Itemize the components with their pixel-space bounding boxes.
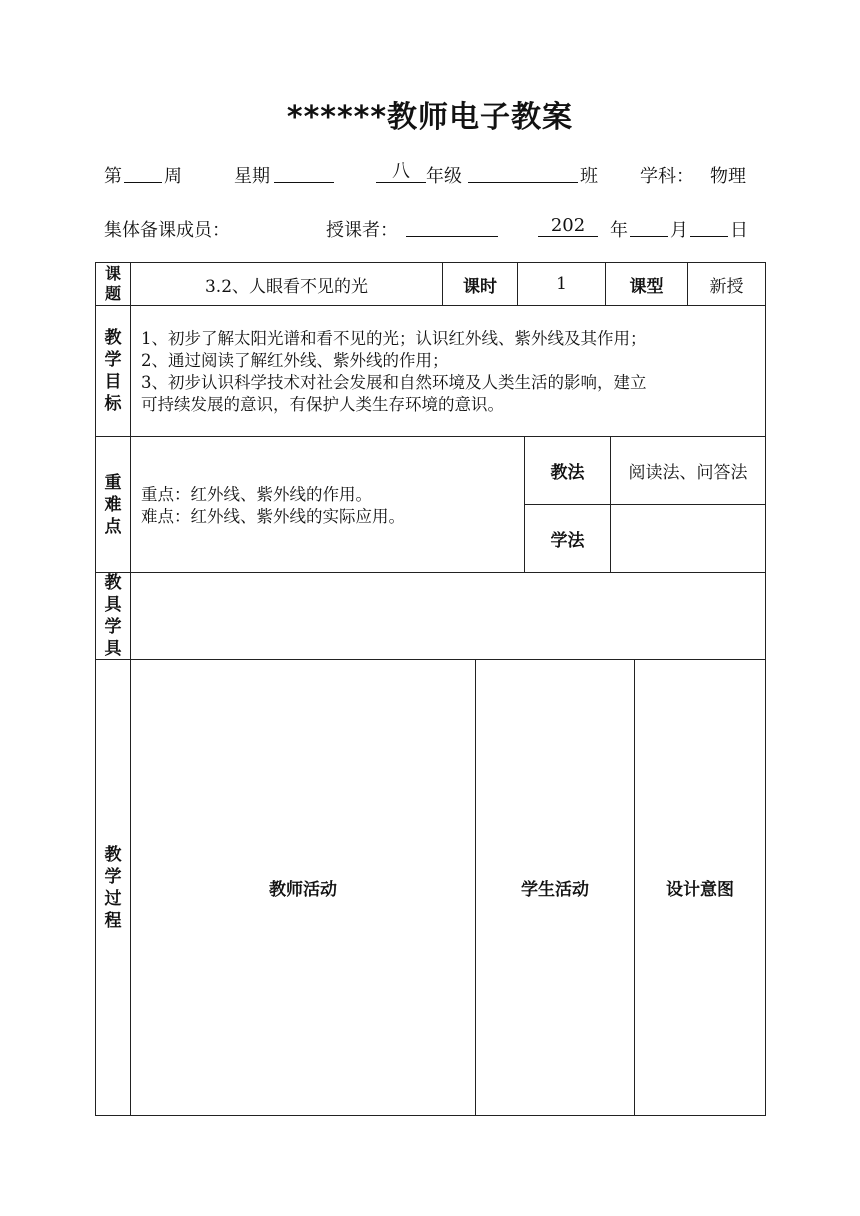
- teacher-label: 授课者：: [326, 220, 398, 241]
- month-blank: [630, 216, 668, 237]
- period-label: 课时: [442, 262, 518, 306]
- tools-label: 教具学具: [95, 572, 131, 660]
- key-points-content: [130, 436, 525, 573]
- week-suffix: 周: [164, 166, 182, 187]
- week-blank: [124, 162, 162, 183]
- goal-line: 3、初步认识科学技术对社会发展和自然环境及人类生活的影响，建立: [141, 373, 647, 392]
- topic-label: 课题: [95, 262, 131, 306]
- document-title: ******教师电子教案: [286, 100, 574, 135]
- teaching-method-value: 阅读法、问答法: [610, 436, 766, 505]
- lesson-plan-table: [95, 262, 766, 1116]
- month-label: 月: [670, 220, 688, 241]
- weekday-label: 星期: [234, 166, 270, 187]
- process-label: 教学过程: [95, 659, 131, 1116]
- week-prefix: 第: [104, 166, 122, 187]
- goal-line: 2、通过阅读了解红外线、紫外线的作用；: [141, 351, 449, 370]
- members-label: 集体备课成员：: [104, 220, 230, 241]
- grade-label: 年级: [426, 166, 462, 187]
- teacher-activity-header: 教师活动: [130, 659, 476, 1116]
- subject-label: 学科：: [640, 166, 694, 187]
- lesson-type-value: 新授: [687, 262, 766, 306]
- header-line-2: 集体备课成员： 授课者： 202 年 月 日: [104, 215, 748, 241]
- student-activity-header: 学生活动: [475, 659, 635, 1116]
- design-intent-header: 设计意图: [634, 659, 766, 1116]
- goals-content: [130, 305, 766, 437]
- goals-label: 教学目标: [95, 305, 131, 437]
- subject-value: 物理: [710, 166, 746, 187]
- class-label: 班: [580, 166, 598, 187]
- goal-line: 可持续发展的意识，有保护人类生存环境的意识。: [141, 395, 504, 414]
- learning-method-value: [610, 504, 766, 573]
- period-value: 1: [517, 262, 606, 306]
- lesson-type-label: 课型: [605, 262, 688, 306]
- weekday-blank: [274, 162, 334, 183]
- key-points-label: 重难点: [95, 436, 131, 573]
- day-blank: [690, 216, 728, 237]
- difficulty-point: 难点：红外线、紫外线的实际应用。: [141, 507, 405, 526]
- learning-method-label: 学法: [524, 504, 611, 573]
- day-label: 日: [730, 220, 748, 241]
- header-line-1: 第 周 星期 八 年级 班 学科： 物理: [104, 161, 746, 187]
- teaching-method-label: 教法: [524, 436, 611, 505]
- key-point: 重点：红外线、紫外线的作用。: [141, 485, 372, 504]
- class-blank: [468, 162, 578, 183]
- goal-line: 1、初步了解太阳光谱和看不见的光；认识红外线、紫外线及其作用；: [141, 329, 647, 348]
- topic-value: 3.2、人眼看不见的光: [130, 262, 443, 306]
- tools-value: [130, 572, 766, 660]
- year-label: 年: [610, 220, 628, 241]
- teacher-blank: [406, 216, 498, 237]
